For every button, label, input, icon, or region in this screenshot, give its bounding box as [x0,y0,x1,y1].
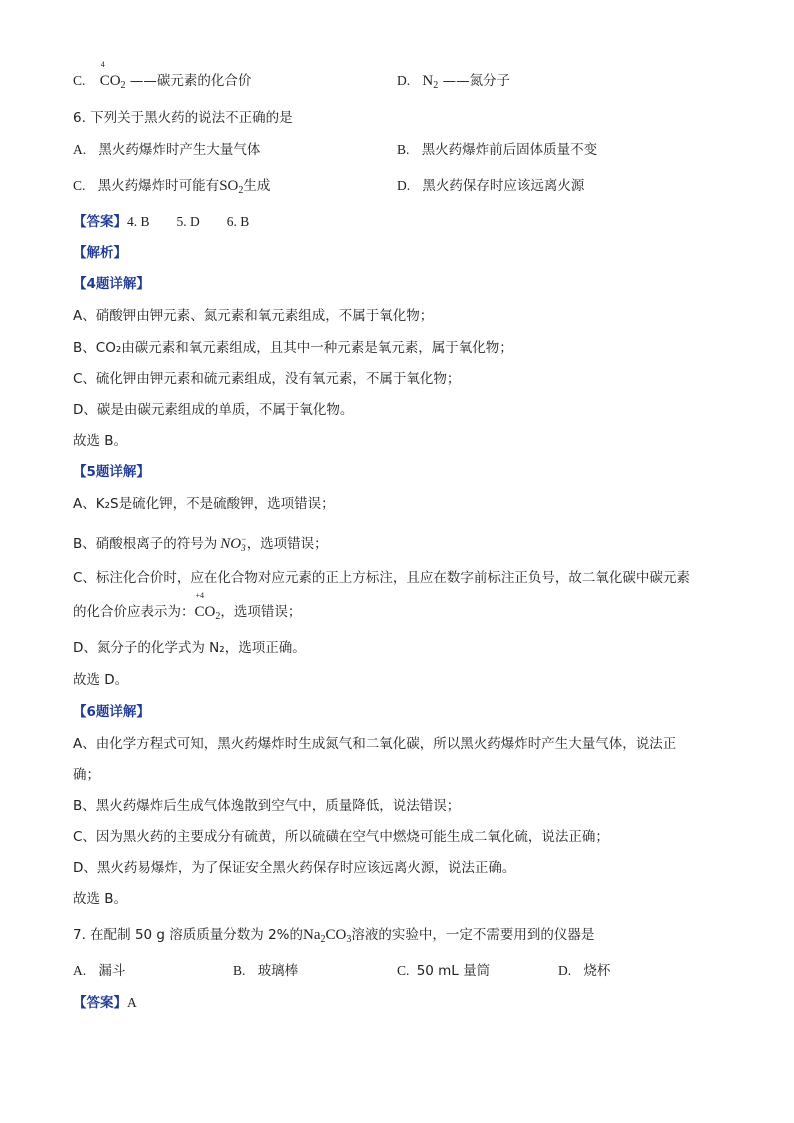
option-label: C. [73,178,86,193]
q7-answer [73,994,137,1012]
answer-line [73,213,249,231]
option-text: ——氮分子 [442,73,511,89]
detail4-tag: 【4题详解】 [73,276,150,292]
option-label: D. [397,73,411,88]
detail6-tag: 【6题详解】 [73,704,150,720]
answer-text: 4. B 5. D 6. B [127,214,250,229]
detail4-line-c: C、硫化钾由钾元素和硫元素组成，没有氧元素，不属于氧化物； [73,371,461,387]
nitrate-ion [220,536,246,552]
option-label: A. [73,963,87,978]
option-label: A. [73,142,87,157]
q7-option-d [558,962,610,980]
line-text: B、硝酸根离子的符号为 [73,536,218,552]
detail5-line-c1: C、标注化合价时，应在化合物对应元素的正上方标注，且应在数字前标注正负号，故二氧化碳中碳元素 [73,570,690,586]
detail5-line-c2 [73,591,302,626]
formula-part: Na [303,927,321,943]
ion-charge: − [240,534,247,544]
option-text: 黑火药爆炸时产生大量气体 [98,142,261,158]
detail4-line-b: B、CO₂由碳元素和氧元素组成，且其中一种元素是氧元素，属于氧化物； [73,340,513,356]
detail5-tag: 【5题详解】 [73,464,150,480]
subscript: 2 [433,80,439,91]
detail6-conclusion: 故选 B。 [73,891,128,907]
option-text: 漏斗 [98,963,126,979]
option-text: 黑火药爆炸前后固体质量不变 [421,142,598,158]
ion-main: NO [220,536,242,552]
subscript: 2 [120,80,126,91]
option-text: 玻璃棒 [257,963,299,979]
option-label: D. [397,178,411,193]
detail5-conclusion: 故选 D。 [73,672,129,688]
option-label: B. [397,142,410,157]
detail4-line-d: D、碳是由碳元素组成的单质，不属于氧化物。 [73,402,354,418]
ion-sub: 3 [241,543,246,553]
q5-option-c [73,60,252,95]
valence-mark: +4 [195,591,205,600]
detail5-line-a: A、K₂S是硫化钾，不是硫酸钾，选项错误； [73,496,335,512]
formula-main: N [422,73,434,89]
formula [422,73,438,89]
detail5-line-d: D、氮分子的化学式为 N₂，选项正确。 [73,640,306,656]
subscript: 2 [320,934,326,945]
q6-option-b [397,141,597,159]
valence-mark: 4 [100,60,105,69]
stem-text: 溶液的实验中，一定不需要用到的仪器是 [351,927,595,943]
detail6-line-a1: A、由化学方程式可知，黑火药爆炸时生成氮气和二氧化碳，所以黑火药爆炸时产生大量气体，说法正 [73,736,677,752]
subscript: 3 [346,934,352,945]
formula-part: CO [325,927,347,943]
detail5-line-b [73,530,328,557]
formula: CO [99,73,121,89]
detail4-conclusion: 故选 B。 [73,433,128,449]
q6-option-a [73,141,260,159]
option-label: D. [558,963,572,978]
detail6-line-a2: 确； [73,767,100,783]
option-text: 生成 [243,178,271,194]
option-text: 烧杯 [583,963,611,979]
answer-tag: 【答案】 [73,214,127,230]
stem-text: 7. 在配制 50 g 溶质质量分数为 2%的 [73,927,304,943]
formula [219,178,243,194]
option-text: 黑火药保存时应该远离火源 [422,178,585,194]
detail6-line-c: C、因为黑火药的主要成分有硫黄，所以硫磺在空气中燃烧可能生成二氧化硫，说法正确； [73,829,609,845]
line-text: ，选项错误； [220,604,302,620]
line-text: 的化合价应表示为： [73,604,195,620]
formula: CO [194,604,216,620]
q6-stem: 6. 下列关于黑火药的说法不正确的是 [73,110,293,126]
q7-option-c [397,962,490,980]
formula-main: SO [219,178,239,194]
option-label: C. [73,73,86,88]
valence-formula [194,591,221,622]
subscript: 2 [238,185,244,196]
q6-option-d [397,177,584,195]
q7-option-b [233,962,298,980]
option-text: ——碳元素的化合价 [129,73,252,89]
formula [303,927,351,943]
line-text: ，选项错误； [246,536,328,552]
option-text: 黑火药爆炸时可能有 [97,178,220,194]
q7-stem [73,926,594,949]
detail4-line-a: A、硝酸钾由钾元素、氮元素和氧元素组成，不属于氧化物； [73,308,434,324]
answer-text: A [127,995,137,1010]
analysis-tag: 【解析】 [73,245,127,261]
subscript: 2 [215,611,221,622]
detail6-line-d: D、黑火药易爆炸，为了保证安全黑火药保存时应该远离火源，说法正确。 [73,860,516,876]
detail6-line-b: B、黑火药爆炸后生成气体逸散到空气中，质量降低，说法错误； [73,798,461,814]
option-label: B. [233,963,246,978]
answer-tag: 【答案】 [73,995,127,1011]
q5-option-d [397,72,510,95]
valence-formula [99,60,126,91]
option-label: C. [397,963,410,978]
option-text: 50 mL 量筒 [416,963,491,979]
q6-option-c [73,177,270,200]
q7-option-a [73,962,125,980]
